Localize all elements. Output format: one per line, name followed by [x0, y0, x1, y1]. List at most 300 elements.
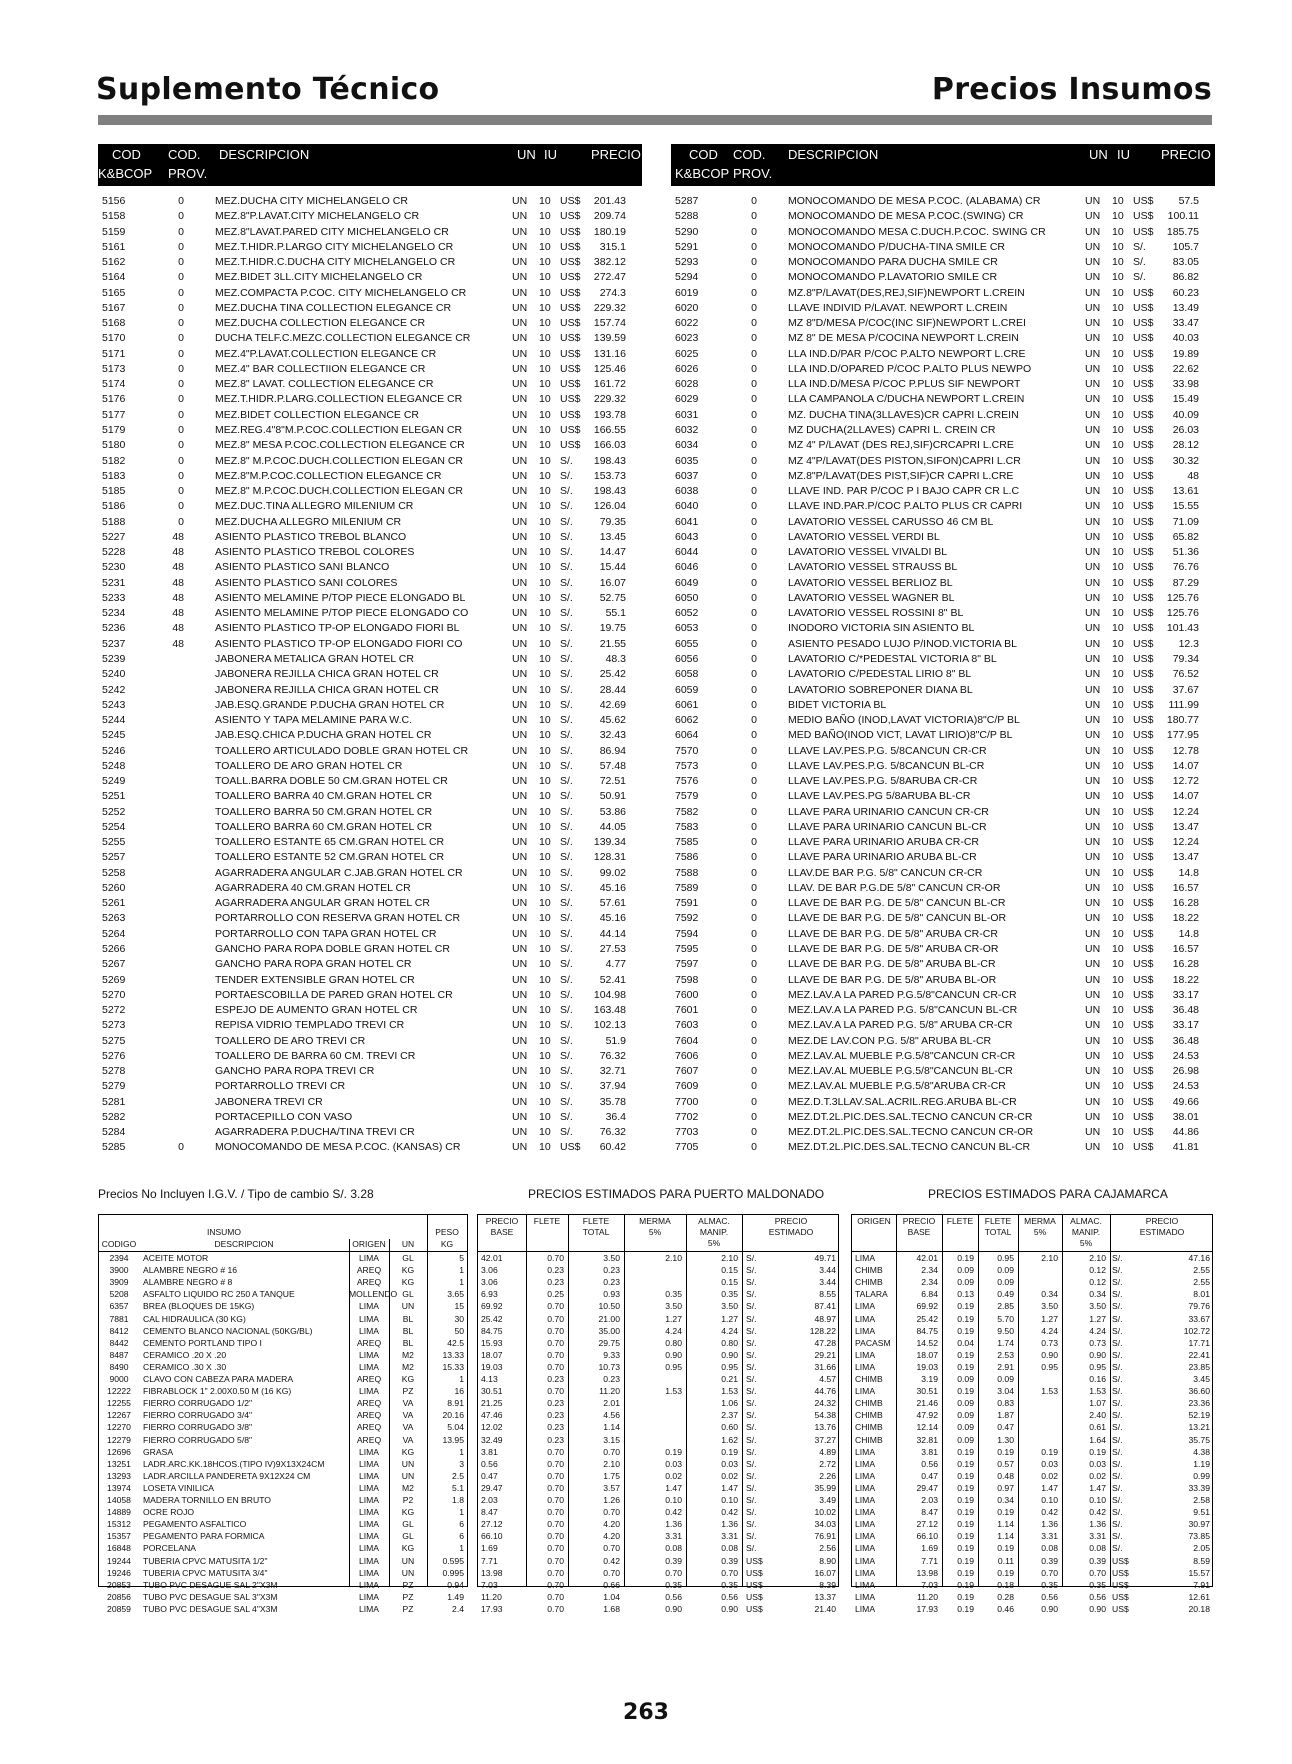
currency-cell: US$: [1133, 317, 1154, 330]
iu-cell: 10: [1112, 317, 1124, 330]
iu-cell: 10: [1112, 1019, 1124, 1032]
precio-base-cell: 21.46: [916, 1398, 938, 1409]
price-cell: 21.55: [599, 637, 626, 650]
table-row: [98, 820, 642, 835]
precio-est-cell: 48.97: [814, 1313, 836, 1324]
table-row: [671, 301, 1215, 316]
merma-cell: 3.50: [665, 1301, 682, 1312]
table-row: [852, 1264, 1212, 1276]
cod-cell: 5233: [102, 591, 126, 604]
prov-cell: 48: [172, 637, 184, 650]
price-cell: 53.86: [599, 805, 626, 818]
merma-cell: 0.42: [665, 1507, 682, 1518]
prov-cell: 0: [178, 378, 184, 391]
price-cell: 24.53: [1172, 1049, 1199, 1062]
origen-cell: CHIMB: [855, 1422, 883, 1433]
cod-cell: 6061: [675, 698, 699, 711]
desc-cell: LAVATORIO SOBREPONER DIANA BL: [788, 683, 973, 696]
cod-cell: 6049: [675, 576, 699, 589]
iu-cell: 10: [1112, 362, 1124, 375]
flete-total-cell: 4.20: [603, 1519, 620, 1530]
origen-cell: LIMA: [358, 1313, 380, 1324]
un-cell: UN: [512, 271, 528, 284]
table-row: [478, 1252, 838, 1264]
table-row: [478, 1361, 838, 1373]
price-cell: 209.74: [593, 210, 626, 223]
iu-cell: 10: [539, 652, 551, 665]
iu-cell: 10: [539, 195, 551, 207]
price-cell: 87.29: [1172, 576, 1199, 589]
codigo-cell: 20859: [107, 1603, 131, 1614]
price-cell: 14.8: [1178, 927, 1199, 940]
price-cell: 41.81: [1172, 1141, 1199, 1154]
iu-cell: 10: [539, 546, 551, 559]
currency-cell: S/.: [560, 836, 573, 849]
prov-cell: 0: [178, 423, 184, 436]
col-iu: IU: [544, 147, 557, 162]
prov-cell: 0: [751, 286, 757, 299]
codigo-cell: 12279: [107, 1434, 131, 1445]
price-cell: 76.32: [599, 1126, 626, 1139]
cod-cell: 7594: [675, 927, 699, 940]
table-row: [98, 515, 642, 530]
un-cell: UN: [1085, 515, 1101, 528]
peso-unit-header: KG: [440, 1239, 454, 1249]
currency-cell: S/.: [746, 1337, 757, 1348]
price-cell: 65.82: [1172, 530, 1199, 543]
iu-cell: 10: [1112, 637, 1124, 650]
almac-cell: 1.53: [1089, 1386, 1106, 1397]
un-cell: UN: [512, 530, 528, 543]
price-cell: 32.71: [599, 1065, 626, 1078]
cod-cell: 5263: [102, 912, 126, 925]
precio-est-cell: 8.55: [819, 1289, 836, 1300]
desc-cell: MEZ.D.T.3LLAV.SAL.ACRIL.REG.ARUBA BL-CR: [788, 1095, 1017, 1108]
almac-cell: 0.56: [721, 1591, 738, 1602]
iu-cell: 10: [539, 1034, 551, 1047]
cod-cell: 5177: [102, 408, 126, 421]
flete-cell: 0.19: [957, 1361, 974, 1372]
precio-base-cell: 3.19: [921, 1374, 938, 1384]
origen-cell: LIMA: [855, 1349, 876, 1360]
table-row: [478, 1542, 838, 1554]
precio-est-cell: 37.27: [814, 1434, 836, 1445]
table-row: [99, 1349, 467, 1361]
un-cell: UN: [1085, 820, 1101, 833]
cod-cell: 7595: [675, 943, 699, 956]
origen-cell: LIMA: [855, 1325, 876, 1336]
desc-cell: MZ.8"P/LAVAT(DES,REJ,SIF)NEWPORT L.CREIN: [788, 286, 1025, 299]
un-cell: M2: [402, 1482, 414, 1493]
merma-cell: 0.03: [665, 1458, 682, 1469]
flete-total-cell: 0.19: [997, 1507, 1014, 1518]
desc-cell: MONOCOMANDO DE MESA P.COC.(SWING) CR: [788, 210, 1024, 223]
un-cell: UN: [512, 1004, 528, 1017]
iu-cell: 10: [1112, 301, 1124, 314]
prov-cell: 0: [751, 1049, 757, 1062]
desc-cell: MEZ.DE LAV.CON P.G. 5/8" ARUBA BL-CR: [788, 1034, 992, 1047]
cod-cell: 5185: [102, 485, 126, 498]
precio-est-cell: 33.67: [1188, 1313, 1210, 1324]
origen-cell: LIMA: [358, 1325, 380, 1336]
prov-cell: 0: [751, 912, 757, 925]
puerto-maldonado-table: [477, 1214, 839, 1614]
desc-cell: PORTAESCOBILLA DE PARED GRAN HOTEL CR: [215, 988, 453, 1001]
table-row: [671, 866, 1215, 881]
peso-cell: 1: [459, 1543, 464, 1554]
flete-cell: 0.19: [957, 1603, 974, 1614]
un-cell: UN: [1085, 286, 1101, 299]
codigo-cell: 19244: [107, 1555, 131, 1566]
desc-cell: MEZ.COMPACTA P.COC. CITY MICHELANGELO CR: [215, 286, 467, 299]
un-cell: UN: [512, 347, 528, 360]
prov-cell: 0: [178, 271, 184, 284]
almac-cell: 1.47: [721, 1482, 738, 1493]
price-cell: 198.43: [593, 485, 626, 498]
flete-cell: 0.70: [547, 1349, 564, 1360]
desc-cell: TENDER EXTENSIBLE GRAN HOTEL CR: [215, 973, 415, 986]
price-cell: 14.8: [1178, 866, 1199, 879]
currency-cell: S/.: [1112, 1543, 1123, 1554]
desc-cell: MEZ.4" BAR COLLECTIION ELEGANCE CR: [215, 362, 426, 375]
flete-total-cell: 0.49: [997, 1289, 1014, 1300]
flete-total-cell: 0.70: [603, 1543, 620, 1554]
cod-cell: 5276: [102, 1049, 126, 1062]
cod-cell: 6059: [675, 683, 699, 696]
precio-est-cell: 29.21: [814, 1349, 836, 1360]
origen-cell: LIMA: [855, 1603, 876, 1614]
almac-cell: 1.53: [721, 1386, 738, 1397]
origen-cell: LIMA: [855, 1482, 876, 1493]
almac-cell: 0.42: [1089, 1507, 1106, 1518]
cod-cell: 5170: [102, 332, 126, 345]
precio-est-cell: 34.03: [814, 1519, 836, 1530]
un-cell: UN: [512, 637, 528, 650]
precio-base-cell: 7.03: [921, 1579, 938, 1590]
currency-cell: US$: [1133, 225, 1154, 238]
un-cell: UN: [512, 195, 528, 207]
desc-cell: MEZ.8" MESA P.COC.COLLECTION ELEGANCE CR: [215, 439, 465, 452]
cod-cell: 7601: [675, 1004, 699, 1017]
currency-cell: S/.: [746, 1543, 757, 1554]
un-cell: UN: [1085, 393, 1101, 406]
peso-cell: 0.595: [442, 1555, 464, 1566]
flete-cell: 0.70: [547, 1361, 564, 1372]
prov-cell: 0: [751, 1019, 757, 1032]
flete-cell: 0.09: [957, 1265, 974, 1276]
price-cell: 18.22: [1172, 973, 1199, 986]
un-cell: VA: [402, 1434, 414, 1445]
currency-cell: S/.: [560, 561, 573, 574]
un-cell: UN: [1085, 866, 1101, 879]
precio-base-cell: 30.51: [916, 1386, 938, 1397]
cod-cell: 5243: [102, 698, 126, 711]
iu-cell: 10: [1112, 943, 1124, 956]
currency-cell: US$: [1133, 790, 1154, 803]
table-row: [99, 1276, 467, 1288]
section-title: Suplemento Técnico: [96, 72, 440, 107]
desc-cell: MEZ.8"LAVAT.PARED CITY MICHELANGELO CR: [215, 225, 449, 238]
un-cell: KG: [401, 1277, 415, 1288]
iu-cell: 10: [539, 851, 551, 864]
table-row: [98, 454, 642, 469]
prov-cell: 0: [178, 256, 184, 269]
almac-cell: 0.10: [721, 1495, 738, 1505]
prov-cell: 0: [751, 744, 757, 757]
iu-cell: 10: [539, 897, 551, 910]
almac-cell: 0.10: [1089, 1495, 1106, 1505]
iu-cell: 10: [1112, 790, 1124, 803]
flete-cell: 0.70: [547, 1325, 564, 1336]
un-cell: UN: [512, 1049, 528, 1062]
iu-cell: 10: [539, 1126, 551, 1139]
cod-cell: 5182: [102, 454, 126, 467]
origen-cell: MOLLENDO: [349, 1289, 398, 1300]
precio-est-cell: 2.55: [1193, 1277, 1210, 1288]
table-row: [852, 1288, 1212, 1300]
descripcion-cell: FIBRABLOCK 1" 2.00X0.50 M (16 KG): [143, 1386, 292, 1397]
prov-cell: 0: [178, 347, 184, 360]
table-row: [671, 499, 1215, 514]
codigo-cell: 13293: [107, 1470, 131, 1481]
precio-est-cell: 49.71: [814, 1253, 836, 1263]
flete-cell: 0.70: [547, 1470, 564, 1481]
precio-base-cell: 8.47: [481, 1507, 498, 1518]
cod-cell: 5266: [102, 943, 126, 956]
flete-total-cell: 0.23: [603, 1277, 620, 1288]
currency-cell: US$: [1133, 698, 1154, 711]
price-cell: 166.03: [593, 439, 626, 452]
precio-base-cell: 29.47: [481, 1482, 503, 1493]
desc-cell: LLA IND.D/PAR P/COC P.ALTO NEWPORT L.CRE: [788, 347, 1026, 360]
iu-cell: 10: [1112, 240, 1124, 253]
un-cell: UN: [1085, 454, 1101, 467]
un-cell: UN: [1085, 683, 1101, 696]
table-row: [98, 911, 642, 926]
desc-cell: TOALLERO ARTICULADO DOBLE GRAN HOTEL CR: [215, 744, 469, 757]
iu-cell: 10: [1112, 256, 1124, 269]
prov-cell: 0: [178, 317, 184, 330]
table-row: [99, 1288, 467, 1300]
prov-cell: 0: [751, 622, 757, 635]
table-row: [671, 408, 1215, 423]
precio-est-cell: 54.38: [814, 1410, 836, 1421]
almac-cell: 0.02: [721, 1470, 738, 1481]
cod-cell: 7700: [675, 1095, 699, 1108]
un-cell: UN: [1085, 195, 1101, 207]
iu-cell: 10: [539, 332, 551, 345]
currency-cell: S/.: [1112, 1446, 1123, 1457]
desc-cell: JABONERA REJILLA CHICA GRAN HOTEL CR: [215, 668, 439, 681]
price-cell: 18.22: [1172, 912, 1199, 925]
desc-cell: MONOCOMANDO DE MESA P.COC. (KANSAS) CR: [215, 1141, 461, 1154]
iu-cell: 10: [539, 683, 551, 696]
currency-cell: US$: [1133, 759, 1154, 772]
cod-cell: 5251: [102, 790, 126, 803]
table-row: [478, 1288, 838, 1300]
flete-cell: 0.19: [957, 1313, 974, 1324]
currency-cell: US$: [1133, 1095, 1154, 1108]
peso-cell: 13.95: [442, 1434, 464, 1445]
table-row: [671, 606, 1215, 621]
precio-base-cell: 0.47: [921, 1470, 938, 1481]
price-cell: 131.16: [593, 347, 626, 360]
prov-cell: 0: [178, 286, 184, 299]
merma-sub: 5%: [1033, 1227, 1047, 1237]
currency-cell: S/.: [560, 912, 573, 925]
desc-cell: MEZ.REG.4"8"M.P.COC.COLLECTION ELEGAN CR: [215, 423, 463, 436]
iu-cell: 10: [539, 301, 551, 314]
almac-cell: 0.35: [721, 1579, 738, 1590]
un-cell: UN: [512, 546, 528, 559]
descripcion-cell: ASFALTO LIQUIDO RC 250 A TANQUE: [143, 1289, 295, 1300]
currency-cell: S/.: [1112, 1361, 1123, 1372]
precio-est-cell: 2.72: [819, 1458, 836, 1469]
un-header: UN: [401, 1239, 415, 1249]
iu-cell: 10: [1112, 714, 1124, 727]
precio-base-cell: 11.20: [481, 1591, 502, 1602]
currency-cell: US$: [1133, 958, 1154, 971]
desc-cell: TOALLERO BARRA 50 CM.GRAN HOTEL CR: [215, 805, 433, 818]
flete-total-cell: 9.33: [603, 1349, 620, 1360]
currency-cell: S/.: [560, 881, 573, 894]
prov-cell: 0: [178, 332, 184, 345]
desc-cell: ASIENTO PLASTICO SANI COLORES: [215, 576, 398, 589]
merma-cell: 4.24: [1041, 1325, 1058, 1336]
currency-cell: US$: [1112, 1579, 1129, 1590]
flete-total-cell: 0.46: [997, 1603, 1014, 1614]
peso-cell: 2.4: [452, 1603, 464, 1614]
desc-cell: LLAVE DE BAR P.G. DE 5/8" CANCUN BL-OR: [788, 912, 1007, 925]
cod-cell: 5164: [102, 271, 126, 284]
desc-cell: LLA CAMPANOLA C/DUCHA NEWPORT L.CREIN: [788, 393, 1025, 406]
un-cell: UN: [512, 286, 528, 299]
un-cell: UN: [1085, 637, 1101, 650]
price-cell: 86.94: [599, 744, 626, 757]
flete-cell: 0.70: [547, 1337, 564, 1348]
iu-cell: 10: [539, 790, 551, 803]
cod-cell: 6031: [675, 408, 699, 421]
prov-cell: 0: [751, 332, 757, 345]
prov-cell: 0: [751, 225, 757, 238]
table-row: [671, 423, 1215, 438]
table-row: [99, 1313, 467, 1325]
cod-cell: 5188: [102, 515, 126, 528]
merma-cell: 0.08: [1041, 1543, 1058, 1554]
almac-pct: 5%: [707, 1238, 721, 1248]
cod-cell: 7591: [675, 897, 699, 910]
currency-cell: S/.: [560, 637, 573, 650]
un-cell: BL: [402, 1325, 414, 1336]
cod-cell: 6062: [675, 714, 699, 727]
un-cell: UN: [512, 1126, 528, 1139]
flete-total-cell: 0.66: [603, 1579, 620, 1590]
precio-base-header: PRECIO: [902, 1216, 936, 1226]
un-cell: UN: [512, 927, 528, 940]
cod-cell: 5248: [102, 759, 126, 772]
codigo-cell: 13974: [107, 1482, 131, 1493]
table-row: [671, 774, 1215, 789]
un-cell: UN: [1085, 1019, 1101, 1032]
prov-cell: 0: [751, 1110, 757, 1123]
prov-cell: 0: [751, 347, 757, 360]
prov-cell: 0: [751, 607, 757, 620]
currency-cell: S/.: [746, 1277, 757, 1288]
precio-base-cell: 25.42: [481, 1313, 503, 1324]
currency-cell: S/.: [560, 988, 573, 1001]
currency-cell: US$: [560, 225, 581, 238]
descripcion-cell: CEMENTO PORTLAND TIPO I: [143, 1337, 262, 1348]
prov-cell: 0: [751, 805, 757, 818]
currency-cell: S/.: [560, 820, 573, 833]
iu-cell: 10: [1112, 1141, 1124, 1154]
merma-cell: 0.90: [665, 1349, 682, 1360]
precio-base-cell: 47.92: [916, 1410, 938, 1421]
cod-cell: 6037: [675, 469, 699, 482]
cod-cell: 5236: [102, 622, 126, 635]
un-cell: UN: [1085, 561, 1101, 574]
price-cell: 45.16: [599, 881, 626, 894]
cod-cell: 6019: [675, 286, 699, 299]
cod-cell: 7579: [675, 790, 699, 803]
desc-cell: GANCHO PARA ROPA TREVI CR: [215, 1065, 375, 1078]
un-cell: UN: [512, 622, 528, 635]
currency-cell: US$: [1133, 805, 1154, 818]
table-row: [99, 1325, 467, 1337]
iu-cell: 10: [539, 561, 551, 574]
currency-cell: US$: [1133, 973, 1154, 986]
currency-cell: S/.: [560, 500, 573, 513]
currency-cell: S/.: [560, 591, 573, 604]
un-cell: UN: [1085, 546, 1101, 559]
desc-cell: LLAVE DE BAR P.G. DE 5/8" ARUBA CR-CR: [788, 927, 998, 940]
currency-cell: US$: [1133, 210, 1154, 223]
table-row: [98, 652, 642, 667]
price-cell: 185.75: [1166, 225, 1199, 238]
cod-cell: 7597: [675, 958, 699, 971]
currency-cell: US$: [1133, 1080, 1154, 1093]
un-cell: UN: [512, 423, 528, 436]
merma-cell: 0.70: [665, 1567, 682, 1578]
flete-total-cell: 5.70: [997, 1313, 1014, 1324]
almac-cell: 0.70: [1089, 1567, 1106, 1578]
table-row: [671, 484, 1215, 499]
col-cod: COD: [112, 147, 141, 162]
un-cell: UN: [1085, 698, 1101, 711]
un-cell: UN: [512, 607, 528, 620]
price-cell: 45.62: [599, 714, 626, 727]
table-row: [671, 820, 1215, 835]
table-row: [98, 973, 642, 988]
un-cell: UN: [401, 1555, 415, 1566]
origen-cell: AREQ: [356, 1398, 382, 1409]
table-row: [98, 667, 642, 682]
codigo-cell: 12696: [107, 1446, 131, 1457]
flete-total-cell: 1.14: [603, 1422, 620, 1433]
desc-cell: LAVATORIO VESSEL BERLIOZ BL: [788, 576, 953, 589]
descripcion-cell: TUBO PVC DESAGUE SAL 3"X3M: [143, 1591, 278, 1602]
un-cell: UN: [1085, 1004, 1101, 1017]
prov-cell: 0: [751, 836, 757, 849]
merma-cell: 0.34: [1041, 1289, 1058, 1300]
cod-cell: 5281: [102, 1095, 126, 1108]
table-row: [478, 1579, 838, 1591]
prov-cell: 0: [751, 1004, 757, 1017]
un-cell: UN: [1085, 836, 1101, 849]
almac-cell: 0.35: [1089, 1579, 1106, 1590]
desc-cell: LAVATORIO VESSEL CARUSSO 46 CM BL: [788, 515, 994, 528]
origen-cell: LIMA: [855, 1386, 876, 1397]
